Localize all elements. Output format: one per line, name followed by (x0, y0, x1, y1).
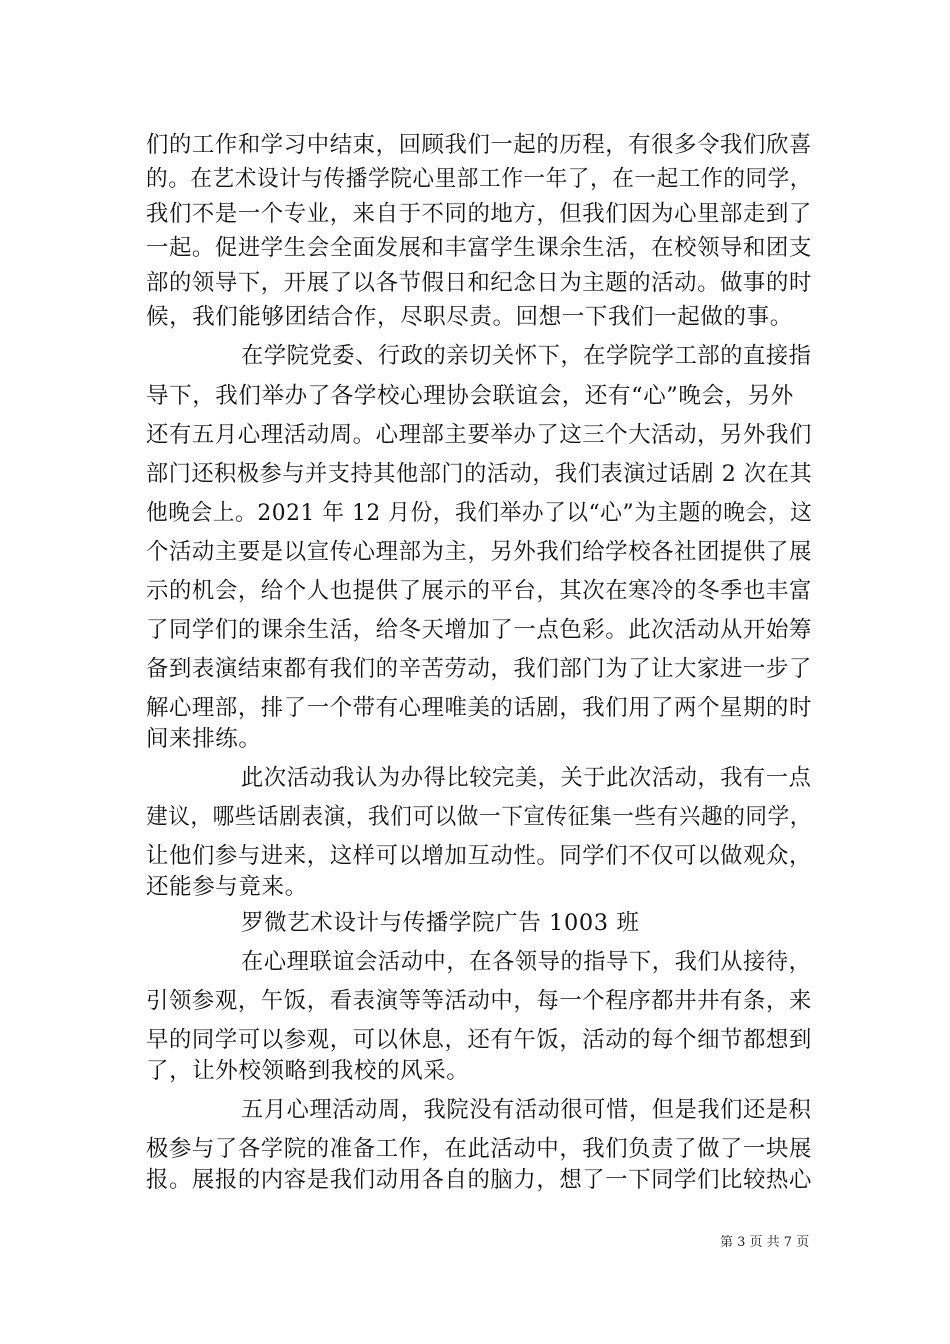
text-line: 了，让外校领略到我校的风采。 (146, 1058, 470, 1084)
text-line: 示的机会，给个人也提供了展示的平台，其次在寒冷的冬季也丰富 (146, 578, 812, 604)
text-line: 了同学们的课余生活，给冬天增加了一点色彩。此次活动从开始筹 (146, 617, 812, 643)
text-line: 早的同学可以参观，可以休息，还有午饭，活动的每个细节都想到 (146, 1027, 812, 1053)
text-line: 引领参观，午饭，看表演等等活动中，每一个程序都井井有条，来 (146, 988, 812, 1014)
text-line: 部门还积极参与并支持其他部门的活动，我们表演过话剧 2 次在其 (146, 461, 813, 487)
text-line: 让他们参与进来，这样可以增加互动性。同学们不仅可以做观众， (146, 843, 812, 869)
paragraph-start-line: 五月心理活动周，我院没有活动很可惜，但是我们还是积 (241, 1097, 812, 1123)
text-line: 备到表演结束都有我们的辛苦劳动，我们部门为了让大家进一步了 (146, 656, 812, 682)
text-line: 的。在艺术设计与传播学院心里部工作一年了，在一起工作的同学， (146, 166, 813, 192)
text-line: 报。展报的内容是我们动用各自的脑力，想了一下同学们比较热心 (146, 1167, 812, 1193)
author-line: 罗微艺术设计与传播学院广告 1003 班 (241, 910, 640, 936)
text-line: 部的领导下，开展了以各节假日和纪念日为主题的活动。做事的时 (146, 270, 812, 296)
paragraph-start-line: 在学院党委、行政的亲切关怀下，在学院学工部的直接指 (241, 343, 812, 369)
text-line: 还有五月心理活动周。心理部主要举办了这三个大活动，另外我们 (146, 422, 812, 448)
text-line: 们的工作和学习中结束，回顾我们一起的历程，有很多令我们欣喜 (146, 132, 812, 158)
paragraph-start-line: 在心理联谊会活动中，在各领导的指导下，我们从接待， (241, 949, 812, 975)
text-line: 间来排练。 (146, 726, 262, 752)
text-line: 还能参与竟来。 (146, 874, 308, 900)
text-line: 极参与了各学院的准备工作，在此活动中，我们负责了做了一块展 (146, 1136, 812, 1162)
text-line: 个活动主要是以宣传心理部为主，另外我们给学校各社团提供了展 (146, 539, 812, 565)
text-line: 导下，我们举办了各学校心理协会联谊会，还有“心”晚会，另外 (146, 383, 794, 409)
text-line: 他晚会上。2021 年 12 月份，我们举办了以“心”为主题的晚会，这 (146, 500, 813, 526)
page-number-footer: 第 3 页 共 7 页 (720, 1235, 810, 1250)
text-line: 候，我们能够团结合作，尽职尽责。回想一下我们一起做的事。 (146, 304, 793, 330)
text-line: 一起。促进学生会全面发展和丰富学生课余生活，在校领导和团支 (146, 235, 812, 261)
paragraph-start-line: 此次活动我认为办得比较完美，关于此次活动，我有一点 (241, 765, 812, 791)
text-line: 我们不是一个专业，来自于不同的地方，但我们因为心里部走到了 (146, 201, 812, 227)
text-line: 解心理部，排了一个带有心理唯美的话剧，我们用了两个星期的时 (146, 695, 812, 721)
text-line: 建议，哪些话剧表演，我们可以做一下宣传征集一些有兴趣的同学， (146, 804, 813, 830)
